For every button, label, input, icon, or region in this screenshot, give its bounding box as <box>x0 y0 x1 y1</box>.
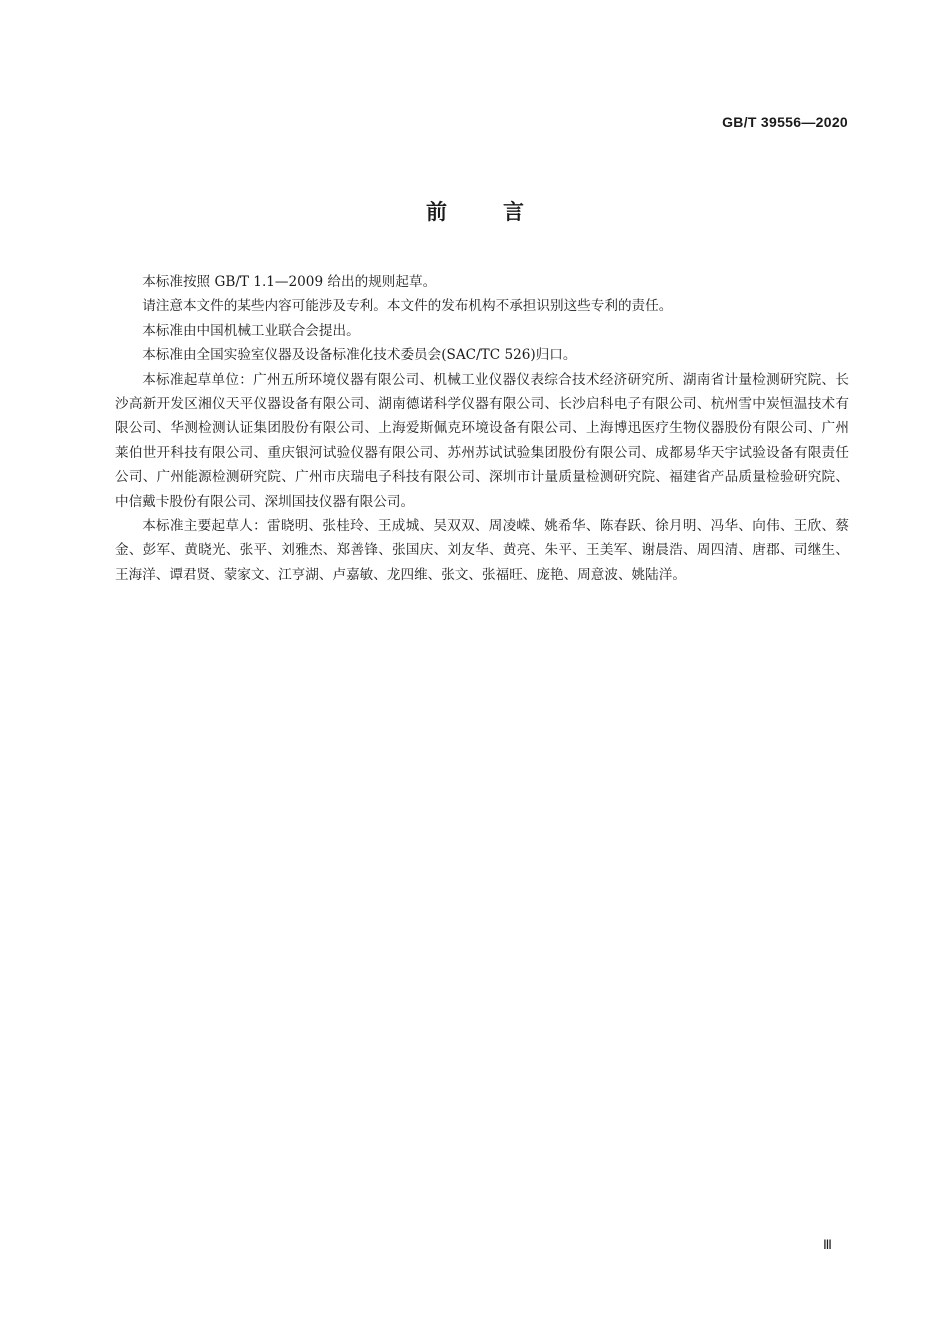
paragraph-proposer: 本标准由中国机械工业联合会提出。 <box>142 322 360 339</box>
paragraph-patent-notice: 请注意本文件的某些内容可能涉及专利。本文件的发布机构不承担识别这些专利的责任。 <box>142 298 673 315</box>
paragraph-drafting-units: 本标准起草单位：广州五所环境仪器有限公司、机械工业仪器仪表综合技术经济研究所、湖南省计量检测研究院、长沙高新开发区湘仪天平仪器设备有限公司、湖南德诺科学仪器有限公司、长沙启科电子有限公司、杭州雪中炭恒温技术有限公司、华测检测认证集团股份有限公司、上海爱斯佩克环境设备有限公司、上海博迅医疗生物仪器股份有限公司、广州莱伯世开科技有限公司、重庆银河试验仪器有限公司、苏州苏试试验集团股份有限公司、成都易华天宇试验设备有限责任公司、广州能源检测研究院、广州市庆瑞电子科技有限公司、深圳市计量质量检测研究院、福建省产品质量检验研究院、中信戴卡股份有限公司、深圳国技仪器有限公司。 <box>115 371 849 510</box>
standard-number: GB/T 39556—2020 <box>722 114 848 130</box>
paragraph-technical-committee: 本标准由全国实验室仪器及设备标准化技术委员会(SAC/TC 526)归口。 <box>142 347 577 364</box>
page-title: 前言 <box>426 200 580 224</box>
preface-body <box>115 270 849 587</box>
paragraph-drafting-rules: 本标准按照 GB/T 1.1—2009 给出的规则起草。 <box>142 274 437 290</box>
page-number: Ⅲ <box>823 1237 832 1252</box>
paragraph-drafters: 本标准主要起草人：雷晓明、张桂玲、王成城、吴双双、周凌嵘、姚希华、陈春跃、徐月明、冯华、向伟、王欣、蔡金、彭军、黄晓光、张平、刘雅杰、郑善锋、张国庆、刘友华、黄亮、朱平、王美军、谢晨浩、周四清、唐郡、司继生、王海洋、谭君贤、蒙家文、江亨湖、卢嘉敏、龙四维、张文、张福旺、庞艳、周意波、姚陆洋。 <box>115 518 849 583</box>
